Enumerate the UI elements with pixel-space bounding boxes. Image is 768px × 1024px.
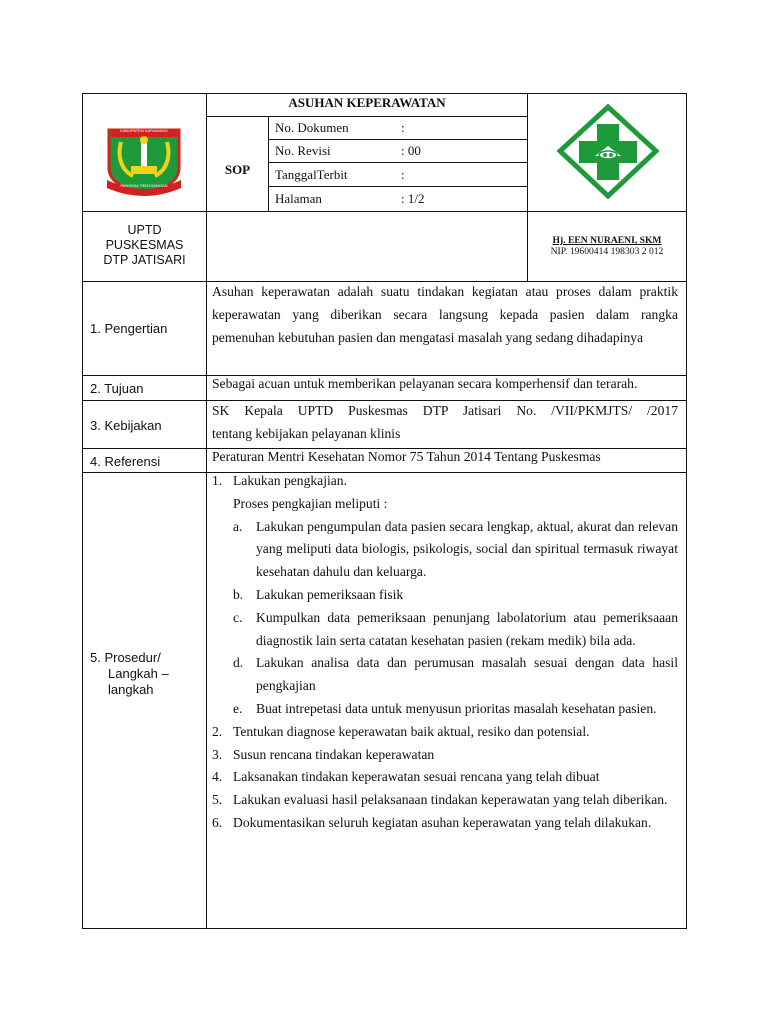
step-1-intro: Proses pengkajian meliputi : [233, 495, 388, 511]
label-kebijakan: 3. Kebijakan [90, 418, 162, 433]
org-line-1: UPTD [127, 223, 162, 237]
step-6-text: Dokumentasikan seluruh kegiatan asuhan keperawatan yang telah dilakukan. [233, 814, 652, 830]
substep-a-marker: a. [233, 518, 243, 534]
org-name [83, 223, 206, 268]
step-4-text: Laksanakan tindakan keperawatan sesuai rencana yang telah dibuat [233, 769, 600, 785]
substep-c-marker: c. [233, 609, 243, 625]
regency-logo [103, 126, 185, 196]
label-tujuan: 2. Tujuan [90, 381, 144, 396]
document-title: ASUHAN KEPERAWATAN [288, 95, 446, 110]
table-border-bottom [82, 928, 687, 929]
step-5-marker: 5. [212, 792, 223, 808]
label-prosedur-line-3: langkah [108, 682, 154, 697]
step-6 [212, 812, 678, 835]
header-divider-left [206, 93, 207, 281]
step-4 [212, 766, 678, 789]
step-2 [212, 721, 678, 744]
substep-d [212, 652, 678, 698]
step-5-text: Lakukan evaluasi hasil pelaksanaan tindakan keperawatan yang telah diberikan. [233, 792, 668, 808]
substep-b [212, 584, 678, 607]
meta-value-dokumen: : [401, 120, 405, 135]
substep-b-marker: b. [233, 586, 244, 602]
label-prosedur-line-2: Langkah – [108, 666, 169, 681]
substep-b-text: Lakukan pemeriksaan fisik [256, 586, 404, 602]
label-prosedur-line-1: 5. Prosedur/ [90, 650, 161, 665]
table-border-left [82, 93, 83, 929]
logo-top-text: KABUPATEN KARAWANG [120, 128, 168, 133]
table-border-right [686, 93, 687, 929]
logo-bottom-text: PANGKAL PERJOANGAN [120, 183, 168, 188]
meta-row-line-2 [268, 162, 528, 163]
text-kebijakan-line2: tentang kebijakan pelayanan klinis [212, 426, 401, 441]
step-3-marker: 3. [212, 746, 223, 762]
step-3 [212, 744, 678, 767]
sop-divider [268, 116, 269, 211]
meta-key-dokumen: No. Dokumen [275, 120, 349, 135]
meta-key-revisi: No. Revisi [275, 143, 331, 158]
text-referensi: Peraturan Mentri Kesehatan Nomor 75 Tahun 2014 Tentang Puskesmas [212, 449, 601, 464]
meta-key-tanggal: TanggalTerbit [275, 167, 348, 182]
meta-value-tanggal: : [401, 167, 405, 182]
label-prosedur [90, 650, 169, 698]
label-referensi: 4. Referensi [90, 454, 161, 469]
meta-row-line-1 [268, 139, 528, 140]
step-3-text: Susun rencana tindakan keperawatan [233, 746, 435, 762]
meta-value-halaman: : 1/2 [401, 191, 425, 206]
substep-a-text: Lakukan pengumpulan data pasien secara lengkap, aktual, akurat dan relevan yang meliputi data biologis, psikologis, social dan spiritual termasuk riwayat kesehatan dahulu dan keluarga. [256, 518, 678, 580]
text-pengertian: Asuhan keperawatan adalah suatu tindakan kegiatan atau proses dalam praktik keperawatan yang diberikan secara langsung kepada pasien dalam rangka pemenuhan kebutuhan pasien dan mengatasi masalah yang sedang dihadapinya [212, 284, 678, 345]
body-column-divider [206, 281, 207, 929]
step-5 [212, 789, 678, 812]
text-tujuan: Sebagai acuan untuk memberikan pelayanan secara komperhensif dan terarah. [212, 376, 638, 391]
substep-e-text: Buat intrepetasi data untuk menyusun prioritas masalah kesehatan pasien. [256, 700, 657, 716]
step-1-text: Lakukan pengkajian. [233, 473, 347, 488]
substep-d-marker: d. [233, 655, 244, 671]
substep-a [212, 516, 678, 584]
signer-name: Hj. EEN NURAENI, SKM [552, 235, 662, 246]
step-6-marker: 6. [212, 814, 223, 830]
title-bottom-line [206, 116, 528, 117]
step-1-marker: 1. [212, 473, 223, 488]
step-1 [212, 470, 678, 493]
org-line-2: PUSKESMAS [105, 238, 184, 252]
step-2-marker: 2. [212, 723, 223, 739]
prosedur-content [212, 470, 678, 835]
puskesmas-cross-icon [557, 104, 659, 199]
label-pengertian: 1. Pengertian [90, 321, 168, 336]
substep-e [212, 698, 678, 721]
puskesmas-logo [557, 104, 659, 199]
meta-key-halaman: Halaman [275, 191, 322, 206]
header-row-line [82, 211, 687, 212]
text-kebijakan-line1: SK Kepala UPTD Puskesmas DTP Jatisari No. /VII/PKMJTS/ /2017 [212, 403, 678, 418]
sop-label: SOP [224, 162, 251, 177]
meta-row-line-3 [268, 186, 528, 187]
step-4-marker: 4. [212, 769, 223, 785]
step-2-text: Tentukan diagnose keperawatan baik aktual, resiko dan potensial. [233, 723, 590, 739]
substep-c-text: Kumpulkan data pemeriksaan penunjang labolatorium atau pemeriksaaan diagnostik lain serta catatan kesehatan pasien (rekam medik) bila ada. [256, 609, 678, 648]
substep-e-marker: e. [233, 700, 243, 716]
substep-d-text: Lakukan analisa data dan perumusan masalah sesuai dengan data hasil pengkajian [256, 655, 678, 694]
org-line-3: DTP JATISARI [103, 253, 186, 267]
signer-nip: NIP. 19600414 198303 2 012 [550, 246, 664, 257]
meta-value-revisi: : 00 [401, 143, 421, 158]
substep-c [212, 607, 678, 653]
